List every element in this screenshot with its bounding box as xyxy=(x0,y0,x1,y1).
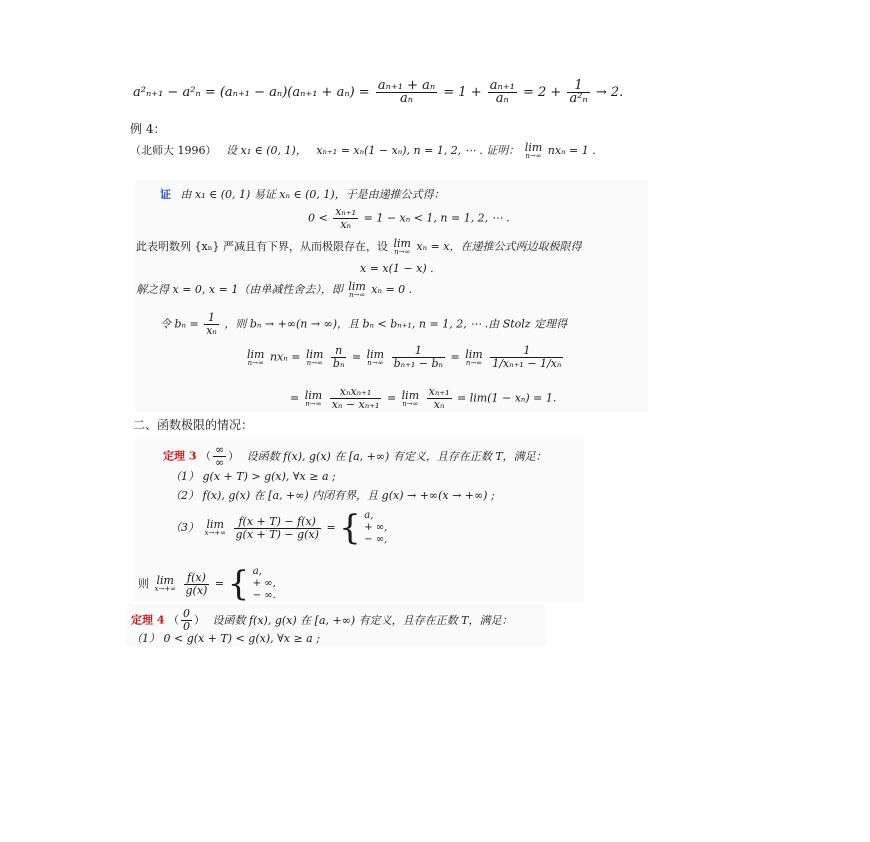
proof-line-6: 令 bₙ = $\frac{1}{\text{xₙ}}$ ，则 bₙ → +∞(n → ∞)，且 bₙ < bₙ₊₁, n = 1, 2, ⋯ .由 Stolz 定理得 xyxy=(160,311,568,337)
theorem-4-label: 定理 4 xyxy=(131,613,165,627)
example-4-limit: lim n→∞ xyxy=(524,141,543,160)
theorem-3-type: $\frac{\infty}{\infty}$ xyxy=(214,443,225,469)
theorem-3-label: 定理 3 xyxy=(163,449,197,463)
section-2-heading: 二、函数极限的情况： xyxy=(133,418,254,432)
proof-line-3: 此表明数列 {xₙ} 严减且有下界，从而极限存在，设 lim n→∞ xₙ = x，在递推公式两边取极限得 xyxy=(136,237,582,256)
formula-top-frac2: $\frac{\text{aₙ₊₁}}{\text{aₙ}}$ xyxy=(489,78,515,106)
theorem-3-header: 定理 3 （ $\frac{\infty}{\infty}$ ） 设函数 f(x), g(x) 在 [a, +∞) 有定义，且存在正数 T，满足： xyxy=(163,443,547,469)
proof-line-1: 证 由 x₁ ∈ (0, 1) 易证 xₙ ∈ (0, 1)，于是由递推公式得： xyxy=(160,188,445,201)
proof-line-5: 解之得 x = 0, x = 1（由单减性舍去），即 lim n→∞ xₙ = 0 . xyxy=(136,280,413,299)
formula-top-frac3: $\frac{1}{\text{a²ₙ}}$ xyxy=(569,78,588,106)
example-4-label: 例 4： xyxy=(130,122,166,136)
example-4-source: （北师大 1996） xyxy=(130,144,217,157)
theorem-4-header: 定理 4 （ $\frac{0}{0}$ ） 设函数 f(x), g(x) 在 [a, +∞) 有定义，且存在正数 T，满足： xyxy=(131,607,513,633)
example-4-statement: （北师大 1996） 设 x₁ ∈ (0, 1)， xₙ₊₁ = xₙ(1 − xₙ), n = 1, 2, ⋯ . 证明： lim n→∞ nxₙ = 1 . xyxy=(130,141,596,160)
theorem-3-cond-1: （1） g(x + T) > g(x), ∀x ≥ a ; xyxy=(170,470,336,483)
theorem-3-conclusion: 则 lim x→+∞ $\frac{f(x)}{g(x)}$ = { a, + ∞, − ∞. xyxy=(138,564,276,604)
theorem-3-cond-2: （2） f(x), g(x) 在 [a, +∞) 内闭有界，且 g(x) → +∞(x → +∞) ; xyxy=(170,489,495,502)
theorem-4-cond-1: （1） 0 < g(x + T) < g(x), ∀x ≥ a ; xyxy=(131,632,320,645)
formula-top: a²ₙ₊₁ − a²ₙ = (aₙ₊₁ − aₙ)(aₙ₊₁ + aₙ) = $\frac{\text{aₙ₊₁ + aₙ}}{\text{aₙ}}$ = 1 + $\frac{\text{aₙ₊₁}}{\text{aₙ}}$ = 2 + $\frac{1}{\text{a²ₙ}}$ → 2. xyxy=(133,78,624,106)
theorem-3-cond-3: （3） lim x→+∞ $\frac{f(x + T) - f(x)}{g(x + T) - g(x)}$ = { a, + ∞, − ∞, xyxy=(170,508,388,548)
formula-top-frac1: $\frac{\text{aₙ₊₁ + aₙ}}{\text{aₙ}}$ xyxy=(377,78,436,106)
theorem-4-type: $\frac{0}{0}$ xyxy=(182,607,190,633)
proof-line-2: 0 < $\frac{\text{xₙ₊₁}}{\text{xₙ}}$ = 1 − xₙ < 1, n = 1, 2, ⋯ . xyxy=(308,205,510,231)
stolz-line-2: = lim n→∞ $\frac{\text{xₙxₙ₊₁}}{\text{xₙ − xₙ₊₁}}$ = lim n→∞ $\frac{\text{xₙ₊₁}}{\text{xₙ}}$ = lim(1 − xₙ) = 1. xyxy=(290,385,557,411)
proof-label: 证 xyxy=(160,188,171,201)
formula-top-lhs: a²ₙ₊₁ − a²ₙ = (aₙ₊₁ − aₙ)(aₙ₊₁ + aₙ) = xyxy=(133,85,370,100)
proof-line-4: x = x(1 − x) . xyxy=(360,262,434,275)
stolz-line-1: lim n→∞ nxₙ = lim n→∞ $\frac{n}{\text{bₙ}}$ = lim n→∞ $\frac{1}{\text{bₙ₊₁ − bₙ}}$ = lim n→∞ $\frac{1}{\text{1/xₙ₊₁ − 1/xₙ}}$ xyxy=(247,344,562,370)
